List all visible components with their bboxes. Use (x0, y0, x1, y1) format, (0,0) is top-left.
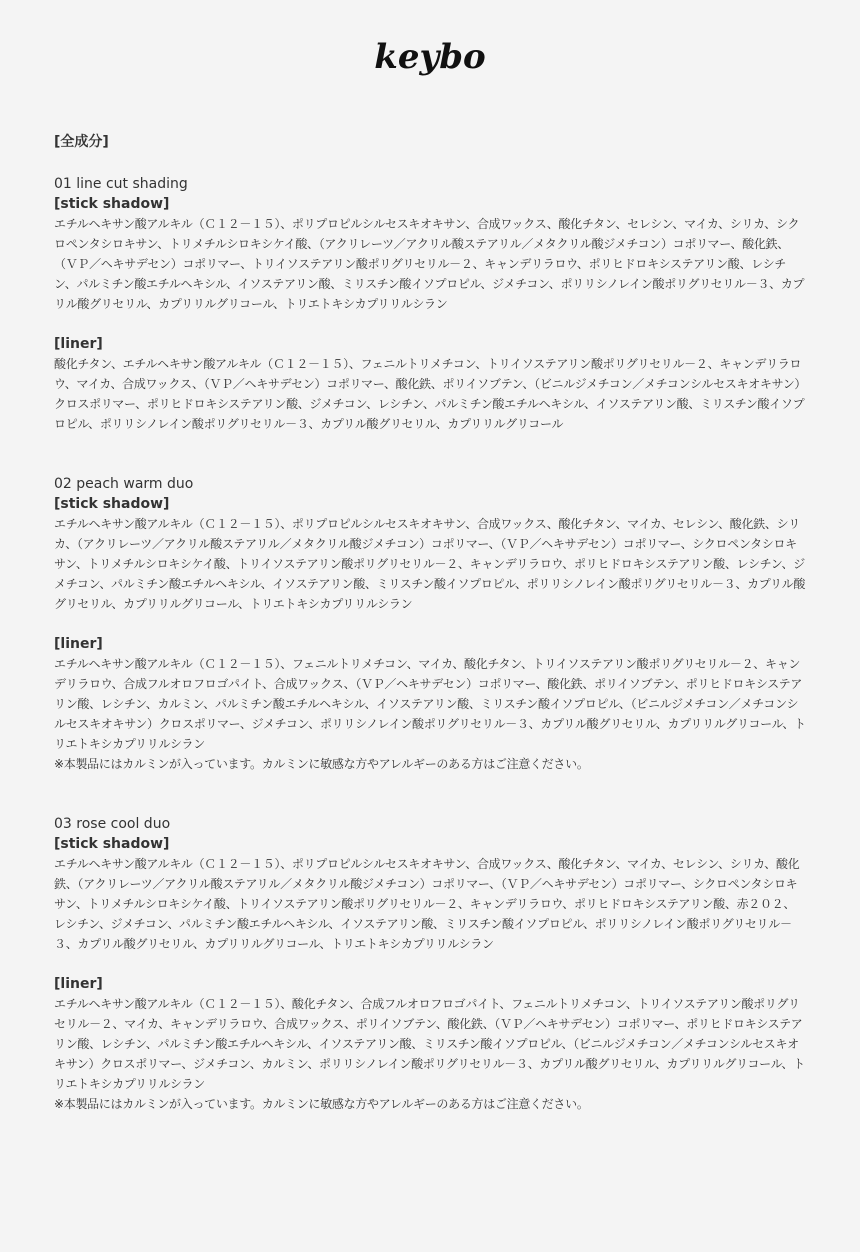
liner-part (54, 974, 806, 1114)
carmine-note: ※本製品にはカルミンが入っています。カルミンに敏感な方やアレルギーのある方はご注意ください。 (54, 757, 589, 771)
product-section (54, 814, 806, 1114)
product-section (54, 174, 806, 434)
part-label: [stick shadow] (54, 496, 170, 512)
stick-shadow-part (54, 194, 806, 314)
part-label: [liner] (54, 976, 103, 992)
logo-text: keybo (374, 37, 486, 77)
page-heading: [全成分] (54, 134, 109, 150)
carmine-note: ※本製品にはカルミンが入っています。カルミンに敏感な方やアレルギーのある方はご注意ください。 (54, 1097, 589, 1111)
part-label: [liner] (54, 336, 103, 352)
part-label: [stick shadow] (54, 836, 170, 852)
ingredients-text: 酸化チタン、エチルヘキサン酸アルキル（Ｃ１２－１５）、フェニルトリメチコン、トリイソステアリン酸ポリグリセリル－２、キャンデリラロウ、マイカ、合成ワックス、（ＶＰ／ヘキサデセン）コポリマー、酸化鉄、ポリイソブテン、（ビニルジメチコン／メチコンシルセスキオキサン）クロスポリマー、ポリヒドロキシステアリン酸、ジメチコン、レシチン、パルミチン酸エチルヘキシル、イソステアリン酸、ミリスチン酸イソプロピル、ポリリシノレイン酸ポリグリセリル－３、カプリル酸グリセリル、カプリリルグリコール (54, 357, 805, 431)
liner-part (54, 634, 806, 774)
product-title: 03 rose cool duo (54, 816, 171, 832)
ingredients-content (54, 132, 806, 1114)
stick-shadow-part (54, 834, 806, 954)
liner-part (54, 334, 806, 434)
product-section (54, 474, 806, 774)
ingredients-text: エチルヘキサン酸アルキル（Ｃ１２－１５）、フェニルトリメチコン、マイカ、酸化チタン、トリイソステアリン酸ポリグリセリル－２、キャンデリラロウ、合成フルオロフロゴパイト、合成ワックス、（ＶＰ／ヘキサデセン）コポリマー、酸化鉄、ポリイソブテン、ポリヒドロキシステアリン酸、レシチン、カルミン、パルミチン酸エチルヘキシル、イソステアリン酸、ミリスチン酸イソプロピル、（ビニルジメチコン／メチコンシルセスキオキサン）クロスポリマー、ジメチコン、ポリリシノレイン酸ポリグリセリル－３、カプリル酸グリセリル、カプリリルグリコール、トリエトキシカプリリルシラン (54, 657, 806, 751)
ingredients-text: エチルヘキサン酸アルキル（Ｃ１２－１５）、酸化チタン、合成フルオロフロゴパイト、フェニルトリメチコン、トリイソステアリン酸ポリグリセリル－２、マイカ、キャンデリラロウ、合成ワックス、ポリイソブテン、酸化鉄、（ＶＰ／ヘキサデセン）コポリマー、ポリヒドロキシステアリン酸、レシチン、パルミチン酸エチルヘキシル、イソステアリン酸、ミリスチン酸イソプロピル、（ビニルジメチコン／メチコンシルセスキオキサン）クロスポリマー、ジメチコン、カルミン、ポリリシノレイン酸ポリグリセリル－３、カプリル酸グリセリル、カプリリルグリコール、トリエトキシカプリリルシラン (54, 997, 805, 1091)
stick-shadow-part (54, 494, 806, 614)
keybo-logo-mark (370, 28, 490, 88)
ingredients-text: エチルヘキサン酸アルキル（Ｃ１２－１５）、ポリプロピルシルセスキオキサン、合成ワックス、酸化チタン、セレシン、マイカ、シリカ、シクロペンタシロキサン、トリメチルシロキシケイ酸、（アクリレーツ／アクリル酸ステアリル／メタクリル酸ジメチコン）コポリマー、酸化鉄、（ＶＰ／ヘキサデセン）コポリマー、トリイソステアリン酸ポリグリセリル－２、キャンデリラロウ、ポリヒドロキシステアリン酸、レシチン、パルミチン酸エチルヘキシル、イソステアリン酸、ミリスチン酸イソプロピル、ジメチコン、ポリリシノレイン酸ポリグリセリル－３、カプリル酸グリセリル、カプリリルグリコール、トリエトキシカプリリルシラン (54, 217, 805, 311)
product-title: 02 peach warm duo (54, 476, 194, 492)
product-title: 01 line cut shading (54, 176, 188, 192)
part-label: [stick shadow] (54, 196, 170, 212)
ingredients-text: エチルヘキサン酸アルキル（Ｃ１２－１５）、ポリプロピルシルセスキオキサン、合成ワックス、酸化チタン、マイカ、セレシン、シリカ、酸化鉄、（アクリレーツ／アクリル酸ステアリル／メタクリル酸ジメチコン）コポリマー、（ＶＰ／ヘキサデセン）コポリマー、シクロペンタシロキサン、トリメチルシロキシケイ酸、トリイソステアリン酸ポリグリセリル－２、キャンデリラロウ、ポリヒドロキシステアリン酸、赤２０２、レシチン、ジメチコン、パルミチン酸エチルヘキシル、イソステアリン酸、ミリスチン酸イソプロピル、ポリリシノレイン酸ポリグリセリル－３、カプリル酸グリセリル、カプリリルグリコール、トリエトキシカプリリルシラン (54, 857, 800, 951)
brand-logo (0, 28, 860, 92)
part-label: [liner] (54, 636, 103, 652)
ingredients-text: エチルヘキサン酸アルキル（Ｃ１２－１５）、ポリプロピルシルセスキオキサン、合成ワックス、酸化チタン、マイカ、セレシン、酸化鉄、シリカ、（アクリレーツ／アクリル酸ステアリル／メタクリル酸ジメチコン）コポリマー、（ＶＰ／ヘキサデセン）コポリマー、シクロペンタシロキサン、トリメチルシロキシケイ酸、トリイソステアリン酸ポリグリセリル－２、キャンデリラロウ、ポリヒドロキシステアリン酸、レシチン、ジメチコン、パルミチン酸エチルヘキシル、イソステアリン酸、ミリスチン酸イソプロピル、ポリリシノレイン酸ポリグリセリル－３、カプリル酸グリセリル、カプリリルグリコール、トリエトキシカプリリルシラン (54, 517, 806, 611)
